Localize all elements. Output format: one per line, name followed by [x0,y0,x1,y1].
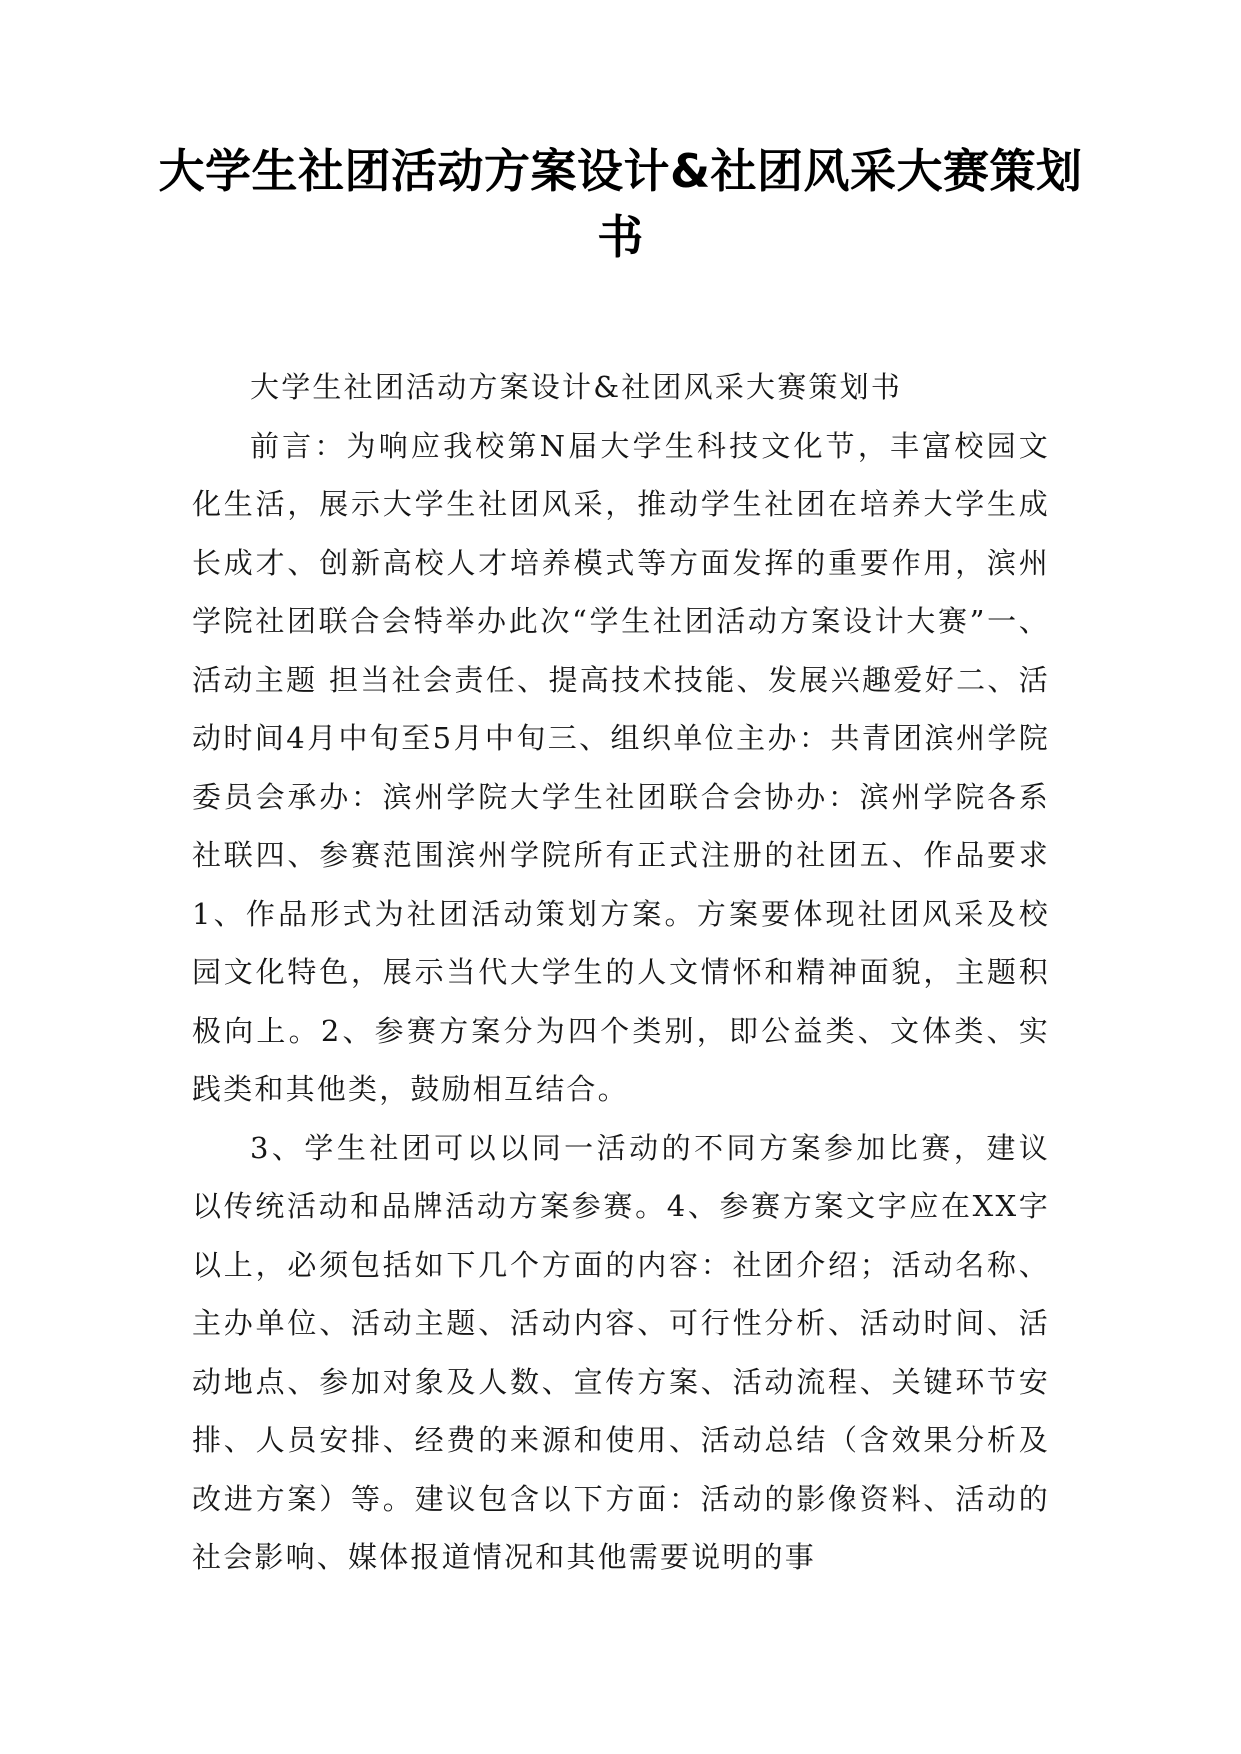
paragraph-heading: 大学生社团活动方案设计&社团风采大赛策划书 [250,370,903,404]
paragraph-preface: 前言：为响应我校第N届大学生科技文化节，丰富校园文化生活，展示大学生社团风采，推动学生社团在培养大学生成长成才、创新高校人才培养模式等方面发挥的重要作用，滨州学院社团联合会特举办此次“学生社团活动方案设计大赛”一、活动主题 担当社会责任、提高技术技能、发展兴趣爱好二、活动时间4月中旬至5月中旬三、组织单位主办：共青团滨州学院委员会承办：滨州学院大学生社团联合会协办：滨州学院各系社联四、参赛范围滨州学院所有正式注册的社团五、作品要求1、作品形式为社团活动策划方案。方案要体现社团风采及校园文化特色，展示当代大学生的人文情怀和精神面貌，主题积极向上。2、参赛方案分为四个类别，即公益类、文体类、实践类和其他类，鼓励相互结合。 [192,428,1050,1106]
document-body [192,358,1050,1587]
document-title: 大学生社团活动方案设计&社团风采大赛策划书 [158,144,1083,264]
paragraph-requirements: 3、学生社团可以以同一活动的不同方案参加比赛，建议以传统活动和品牌活动方案参赛。4、参赛方案文字应在XX字以上，必须包括如下几个方面的内容：社团介绍；活动名称、主办单位、活动主题、活动内容、可行性分析、活动时间、活动地点、参加对象及人数、宣传方案、活动流程、关键环节安排、人员安排、经费的来源和使用、活动总结（含效果分析及改进方案）等。建议包含以下方面：活动的影像资料、活动的社会影响、媒体报道情况和其他需要说明的事 [192,1130,1050,1574]
